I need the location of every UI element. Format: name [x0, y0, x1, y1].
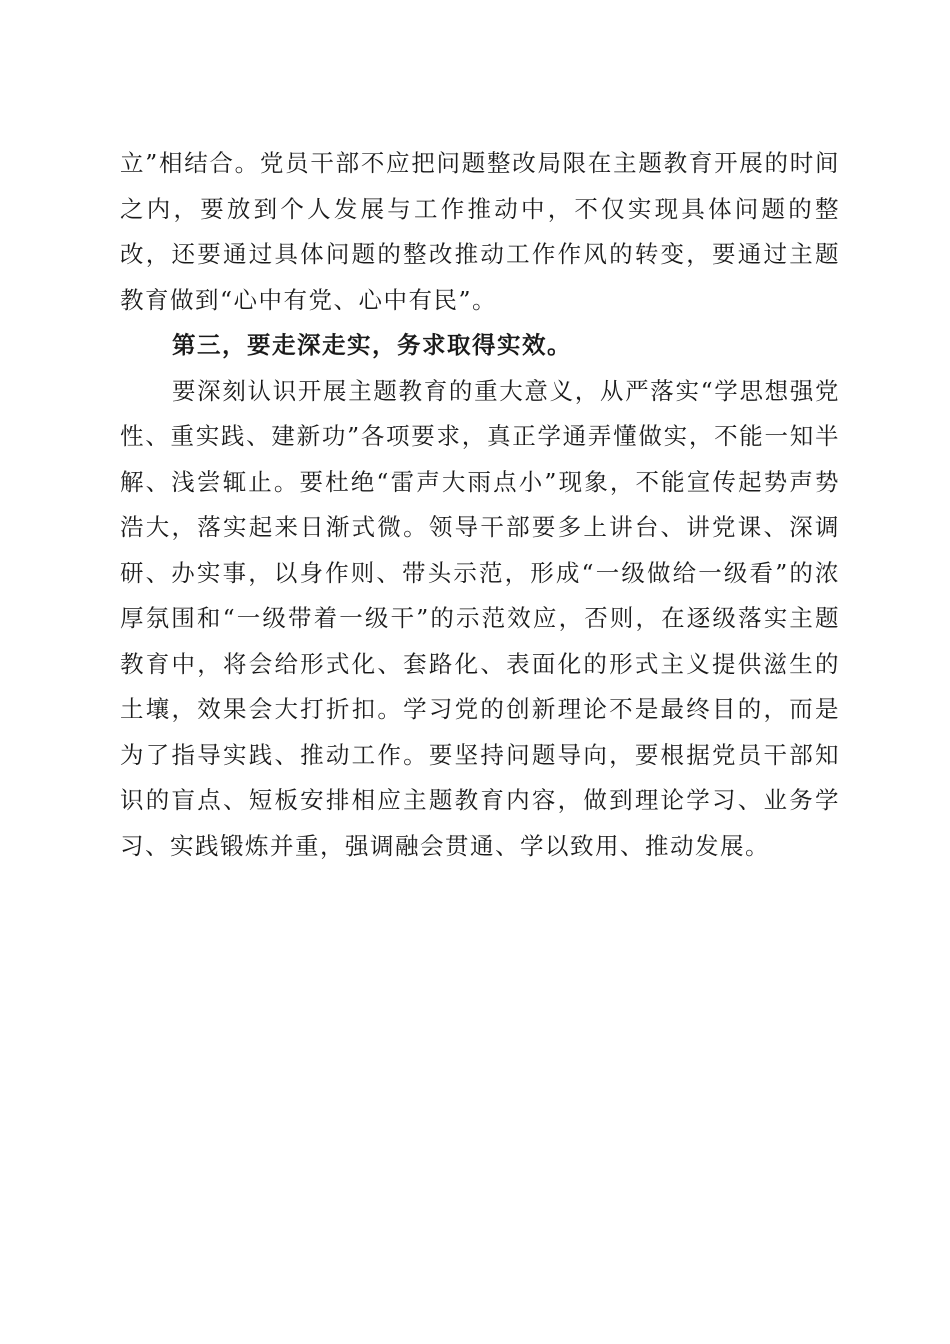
document-body [120, 141, 840, 869]
section-heading-third: 第三，要走深走实，务求取得实效。 [172, 331, 572, 359]
paragraph-continuation: 立”相结合。党员干部不应把问题整改局限在主题教育开展的时间之内，要放到个人发展与工作推动中，不仅实现具体问题的整改，还要通过具体问题的整改推动工作作风的转变，要通过主题教育做到“心中有党、心中有民”。 [120, 149, 840, 314]
paragraph-third-body: 要深刻认识开展主题教育的重大意义，从严落实“学思想强党性、重实践、建新功”各项要求，真正学通弄懂做实，不能一知半解、浅尝辄止。要杜绝“雷声大雨点小”现象，不能宣传起势声势浩大，落实起来日渐式微。领导干部要多上讲台、讲党课、深调研、办实事，以身作则、带头示范，形成“一级做给一级看”的浓厚氛围和“一级带着一级干”的示范效应，否则，在逐级落实主题教育中，将会给形式化、套路化、表面化的形式主义提供滋生的土壤，效果会大打折扣。学习党的创新理论不是最终目的，而是为了指导实践、推动工作。要坚持问题导向，要根据党员干部知识的盲点、短板安排相应主题教育内容，做到理论学习、业务学习、实践锻炼并重，强调融会贯通、学以致用、推动发展。 [120, 376, 840, 860]
